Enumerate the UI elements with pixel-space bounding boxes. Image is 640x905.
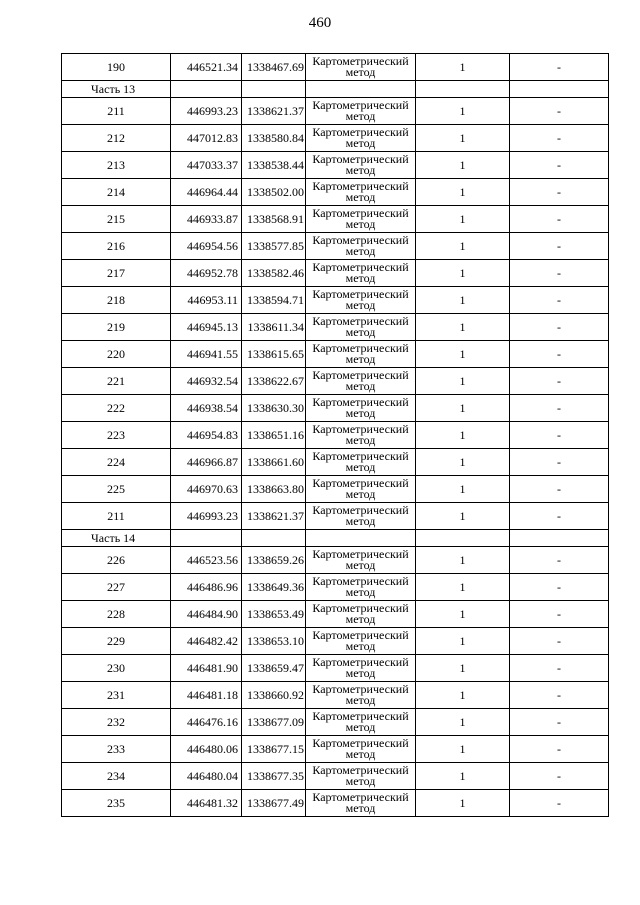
dash-cell: - [510, 503, 609, 530]
method-cell [306, 709, 416, 736]
coord-x: 446964.44 [171, 179, 242, 206]
point-number: 229 [62, 628, 171, 655]
coord-y: 1338622.67 [242, 368, 306, 395]
coord-y: 1338568.91 [242, 206, 306, 233]
method-line-1: Картометрический [312, 98, 409, 112]
point-number: 221 [62, 368, 171, 395]
table-row [62, 152, 609, 179]
method-line-2: метод [345, 666, 376, 680]
method-line-1: Картометрический [312, 206, 409, 220]
method-line-1: Картометрический [312, 628, 409, 642]
method-line-1: Картометрический [312, 763, 409, 777]
table-row [62, 395, 609, 422]
table-row [62, 503, 609, 530]
table-row [62, 655, 609, 682]
method-line-1: Картометрический [312, 682, 409, 696]
dash-cell: - [510, 547, 609, 574]
count-cell: 1 [416, 395, 510, 422]
method-cell [306, 314, 416, 341]
method-line-2: метод [345, 433, 376, 447]
method-cell [306, 601, 416, 628]
point-number: 228 [62, 601, 171, 628]
coord-x: 446970.63 [171, 476, 242, 503]
coord-x: 447033.37 [171, 152, 242, 179]
table-row [62, 709, 609, 736]
coord-y: 1338621.37 [242, 503, 306, 530]
point-number: 190 [62, 54, 171, 81]
method-line-2: метод [345, 352, 376, 366]
method-cell [306, 233, 416, 260]
count-cell: 1 [416, 790, 510, 817]
method-line-1: Картометрический [312, 736, 409, 750]
method-line-1: Картометрический [312, 547, 409, 561]
coord-x: 446932.54 [171, 368, 242, 395]
method-line-2: метод [345, 747, 376, 761]
coord-y: 1338649.36 [242, 574, 306, 601]
method-line-2: метод [345, 109, 376, 123]
method-line-1: Картометрический [312, 152, 409, 166]
page-number: 460 [308, 15, 332, 31]
table-row [62, 206, 609, 233]
method-cell [306, 54, 416, 81]
method-line-2: метод [345, 801, 376, 815]
method-cell [306, 179, 416, 206]
dash-cell: - [510, 233, 609, 260]
method-line-2: метод [345, 379, 376, 393]
method-cell [306, 449, 416, 476]
count-cell: 1 [416, 763, 510, 790]
coord-x: 446480.06 [171, 736, 242, 763]
point-number: 223 [62, 422, 171, 449]
method-line-2: метод [345, 244, 376, 258]
point-number: 212 [62, 125, 171, 152]
method-line-1: Картометрический [312, 449, 409, 463]
method-line-2: метод [345, 136, 376, 150]
method-line-1: Картометрический [312, 790, 409, 804]
coord-y: 1338661.60 [242, 449, 306, 476]
method-line-2: метод [345, 190, 376, 204]
coord-x: 446993.23 [171, 503, 242, 530]
point-number: 214 [62, 179, 171, 206]
point-number: 213 [62, 152, 171, 179]
coord-y: 1338677.15 [242, 736, 306, 763]
count-cell: 1 [416, 287, 510, 314]
table-row [62, 736, 609, 763]
coord-x: 446954.56 [171, 233, 242, 260]
method-line-2: метод [345, 406, 376, 420]
coord-y: 1338653.10 [242, 628, 306, 655]
method-line-2: метод [345, 693, 376, 707]
dash-cell: - [510, 736, 609, 763]
coord-x: 446523.56 [171, 547, 242, 574]
coord-x: 446482.42 [171, 628, 242, 655]
method-line-2: метод [345, 612, 376, 626]
coord-y: 1338651.16 [242, 422, 306, 449]
coord-y: 1338677.35 [242, 763, 306, 790]
coord-x: 446481.32 [171, 790, 242, 817]
method-cell [306, 422, 416, 449]
count-cell: 1 [416, 449, 510, 476]
method-line-2: метод [345, 639, 376, 653]
count-cell: 1 [416, 503, 510, 530]
point-number: 215 [62, 206, 171, 233]
method-cell [306, 547, 416, 574]
dash-cell: - [510, 574, 609, 601]
method-line-1: Картометрический [312, 179, 409, 193]
coord-y: 1338653.49 [242, 601, 306, 628]
method-line-1: Картометрический [312, 655, 409, 669]
method-line-1: Картометрический [312, 574, 409, 588]
table-row [62, 422, 609, 449]
coord-x: 446521.34 [171, 54, 242, 81]
count-cell: 1 [416, 341, 510, 368]
count-cell: 1 [416, 260, 510, 287]
table-row [62, 98, 609, 125]
coord-y: 1338502.00 [242, 179, 306, 206]
dash-cell: - [510, 179, 609, 206]
coord-x: 446484.90 [171, 601, 242, 628]
method-line-1: Картометрический [312, 125, 409, 139]
count-cell: 1 [416, 422, 510, 449]
dash-cell: - [510, 709, 609, 736]
method-line-2: метод [345, 487, 376, 501]
count-cell: 1 [416, 682, 510, 709]
empty-cell [416, 81, 510, 98]
method-line-1: Картометрический [312, 601, 409, 615]
table-row [62, 628, 609, 655]
count-cell: 1 [416, 574, 510, 601]
point-number: 211 [62, 503, 171, 530]
coord-x: 446945.13 [171, 314, 242, 341]
table-row [62, 314, 609, 341]
method-line-2: метод [345, 163, 376, 177]
coord-y: 1338615.65 [242, 341, 306, 368]
dash-cell: - [510, 476, 609, 503]
method-line-1: Картометрический [312, 368, 409, 382]
dash-cell: - [510, 422, 609, 449]
coord-y: 1338594.71 [242, 287, 306, 314]
count-cell: 1 [416, 601, 510, 628]
method-line-2: метод [345, 217, 376, 231]
method-line-1: Картометрический [312, 422, 409, 436]
table-row [62, 368, 609, 395]
method-cell [306, 206, 416, 233]
point-number: 235 [62, 790, 171, 817]
method-line-2: метод [345, 774, 376, 788]
dash-cell: - [510, 368, 609, 395]
method-line-1: Картометрический [312, 260, 409, 274]
point-number: 234 [62, 763, 171, 790]
coord-y: 1338611.34 [242, 314, 306, 341]
table-row [62, 449, 609, 476]
method-line-2: метод [345, 514, 376, 528]
method-cell [306, 574, 416, 601]
count-cell: 1 [416, 125, 510, 152]
coord-y: 1338621.37 [242, 98, 306, 125]
dash-cell: - [510, 206, 609, 233]
count-cell: 1 [416, 179, 510, 206]
method-line-2: метод [345, 65, 376, 79]
coord-y: 1338538.44 [242, 152, 306, 179]
method-line-1: Картометрический [312, 395, 409, 409]
point-number: 220 [62, 341, 171, 368]
coord-x: 446993.23 [171, 98, 242, 125]
method-line-1: Картометрический [312, 54, 409, 68]
table-row [62, 233, 609, 260]
count-cell: 1 [416, 736, 510, 763]
coordinates-table [61, 53, 609, 817]
point-number: 231 [62, 682, 171, 709]
dash-cell: - [510, 54, 609, 81]
method-line-2: метод [345, 325, 376, 339]
method-cell [306, 503, 416, 530]
table-row [62, 574, 609, 601]
point-number: 230 [62, 655, 171, 682]
table-row [62, 341, 609, 368]
method-cell [306, 763, 416, 790]
coord-y: 1338677.09 [242, 709, 306, 736]
coord-y: 1338659.26 [242, 547, 306, 574]
method-line-1: Картометрический [312, 709, 409, 723]
empty-cell [306, 530, 416, 547]
dash-cell: - [510, 790, 609, 817]
section-header-row [62, 81, 609, 98]
method-line-1: Картометрический [312, 287, 409, 301]
method-cell [306, 790, 416, 817]
coord-y: 1338659.47 [242, 655, 306, 682]
dash-cell: - [510, 655, 609, 682]
table-row [62, 476, 609, 503]
coord-x: 446953.11 [171, 287, 242, 314]
method-cell [306, 341, 416, 368]
point-number: 227 [62, 574, 171, 601]
table-row [62, 547, 609, 574]
table-row [62, 601, 609, 628]
count-cell: 1 [416, 476, 510, 503]
point-number: 219 [62, 314, 171, 341]
method-cell [306, 152, 416, 179]
section-label: Часть 14 [62, 530, 171, 547]
table-row [62, 790, 609, 817]
dash-cell: - [510, 601, 609, 628]
method-cell [306, 98, 416, 125]
dash-cell: - [510, 287, 609, 314]
point-number: 211 [62, 98, 171, 125]
point-number: 224 [62, 449, 171, 476]
count-cell: 1 [416, 709, 510, 736]
method-line-1: Картометрический [312, 476, 409, 490]
count-cell: 1 [416, 628, 510, 655]
method-cell [306, 368, 416, 395]
empty-cell [242, 81, 306, 98]
empty-cell [171, 530, 242, 547]
dash-cell: - [510, 314, 609, 341]
coord-x: 446480.04 [171, 763, 242, 790]
method-cell [306, 125, 416, 152]
empty-cell [242, 530, 306, 547]
table-row [62, 287, 609, 314]
dash-cell: - [510, 682, 609, 709]
method-line-2: метод [345, 271, 376, 285]
coord-y: 1338577.85 [242, 233, 306, 260]
method-line-2: метод [345, 298, 376, 312]
section-header-row [62, 530, 609, 547]
point-number: 233 [62, 736, 171, 763]
point-number: 222 [62, 395, 171, 422]
dash-cell: - [510, 395, 609, 422]
method-cell [306, 628, 416, 655]
coord-x: 446952.78 [171, 260, 242, 287]
dash-cell: - [510, 152, 609, 179]
count-cell: 1 [416, 152, 510, 179]
method-cell [306, 395, 416, 422]
dash-cell: - [510, 98, 609, 125]
table-row [62, 54, 609, 81]
count-cell: 1 [416, 233, 510, 260]
dash-cell: - [510, 449, 609, 476]
method-cell [306, 476, 416, 503]
count-cell: 1 [416, 54, 510, 81]
coord-x: 446938.54 [171, 395, 242, 422]
point-number: 226 [62, 547, 171, 574]
coord-y: 1338580.84 [242, 125, 306, 152]
method-line-2: метод [345, 585, 376, 599]
dash-cell: - [510, 341, 609, 368]
count-cell: 1 [416, 655, 510, 682]
coord-y: 1338677.49 [242, 790, 306, 817]
method-line-1: Картометрический [312, 314, 409, 328]
method-cell [306, 655, 416, 682]
coord-y: 1338660.92 [242, 682, 306, 709]
empty-cell [171, 81, 242, 98]
coord-y: 1338582.46 [242, 260, 306, 287]
dash-cell: - [510, 628, 609, 655]
count-cell: 1 [416, 368, 510, 395]
method-cell [306, 287, 416, 314]
method-line-2: метод [345, 558, 376, 572]
point-number: 218 [62, 287, 171, 314]
coordinates-table-body [62, 54, 609, 817]
point-number: 217 [62, 260, 171, 287]
table-row [62, 179, 609, 206]
coord-y: 1338467.69 [242, 54, 306, 81]
table-row [62, 682, 609, 709]
method-cell [306, 682, 416, 709]
dash-cell: - [510, 125, 609, 152]
coord-y: 1338630.30 [242, 395, 306, 422]
coord-x: 446941.55 [171, 341, 242, 368]
method-line-2: метод [345, 460, 376, 474]
coord-x: 446486.96 [171, 574, 242, 601]
method-line-1: Картометрический [312, 503, 409, 517]
empty-cell [416, 530, 510, 547]
table-row [62, 260, 609, 287]
coord-x: 446954.83 [171, 422, 242, 449]
method-line-1: Картометрический [312, 341, 409, 355]
section-label: Часть 13 [62, 81, 171, 98]
count-cell: 1 [416, 206, 510, 233]
point-number: 232 [62, 709, 171, 736]
coord-x: 446933.87 [171, 206, 242, 233]
table-row [62, 125, 609, 152]
coord-x: 446481.90 [171, 655, 242, 682]
count-cell: 1 [416, 314, 510, 341]
coord-y: 1338663.80 [242, 476, 306, 503]
coord-x: 446966.87 [171, 449, 242, 476]
method-line-2: метод [345, 720, 376, 734]
method-line-1: Картометрический [312, 233, 409, 247]
method-cell [306, 736, 416, 763]
count-cell: 1 [416, 547, 510, 574]
empty-cell [510, 81, 609, 98]
dash-cell: - [510, 763, 609, 790]
point-number: 225 [62, 476, 171, 503]
coord-x: 446476.16 [171, 709, 242, 736]
empty-cell [306, 81, 416, 98]
dash-cell: - [510, 260, 609, 287]
empty-cell [510, 530, 609, 547]
coord-x: 447012.83 [171, 125, 242, 152]
table-row [62, 763, 609, 790]
count-cell: 1 [416, 98, 510, 125]
point-number: 216 [62, 233, 171, 260]
coord-x: 446481.18 [171, 682, 242, 709]
method-cell [306, 260, 416, 287]
